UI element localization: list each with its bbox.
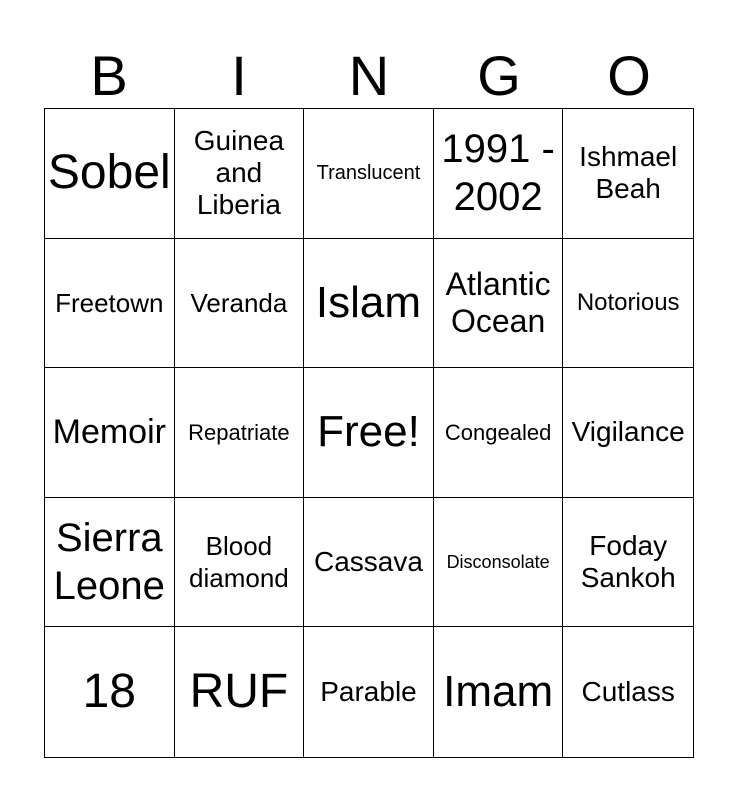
header-letter-i: I	[231, 44, 247, 107]
header-letter-o: O	[607, 44, 651, 107]
header-letter-b: B	[90, 44, 128, 107]
bingo-cell free-space: Free!	[304, 368, 434, 498]
bingo-cell: Guinea and Liberia	[175, 109, 305, 239]
bingo-cell: Parable	[304, 627, 434, 757]
bingo-cell: Atlantic Ocean	[434, 239, 564, 369]
bingo-cell: 1991 - 2002	[434, 109, 564, 239]
bingo-cell: Sierra Leone	[45, 498, 175, 628]
header-letter-g: G	[477, 44, 521, 107]
bingo-cell: RUF	[175, 627, 305, 757]
bingo-cell: Notorious	[563, 239, 693, 369]
bingo-cell: Vigilance	[563, 368, 693, 498]
bingo-header	[44, 44, 694, 108]
bingo-cell: Repatriate	[175, 368, 305, 498]
header-letter-n: N	[348, 44, 390, 107]
bingo-cell: 18	[45, 627, 175, 757]
bingo-board	[44, 108, 694, 758]
bingo-cell: Cassava	[304, 498, 434, 628]
bingo-cell: Translucent	[304, 109, 434, 239]
bingo-cell: Foday Sankoh	[563, 498, 693, 628]
bingo-cell: Ishmael Beah	[563, 109, 693, 239]
bingo-cell: Freetown	[45, 239, 175, 369]
bingo-cell: Memoir	[45, 368, 175, 498]
bingo-cell: Blood diamond	[175, 498, 305, 628]
bingo-cell: Cutlass	[581, 676, 675, 708]
bingo-cell: Veranda	[175, 239, 305, 369]
bingo-cell: Sobel	[45, 109, 175, 239]
bingo-cell: Imam	[434, 627, 564, 757]
bingo-cell: Congealed	[434, 368, 564, 498]
bingo-cell: Islam	[304, 239, 434, 369]
bingo-cell: Disconsolate	[434, 498, 564, 628]
